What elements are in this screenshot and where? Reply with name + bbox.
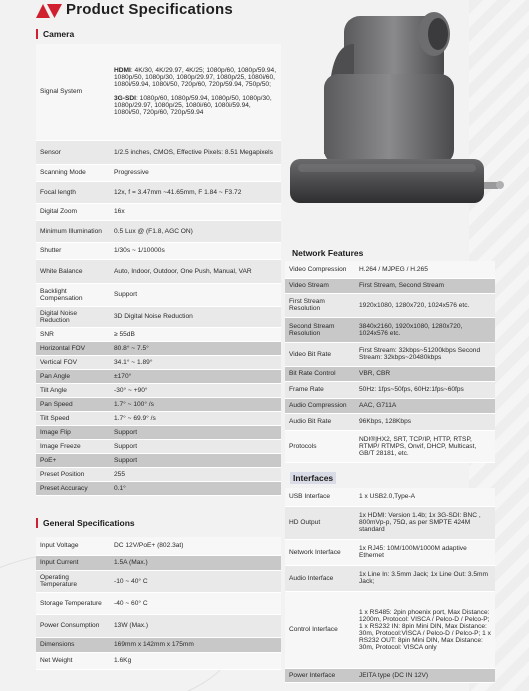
spec-value: ±170° bbox=[110, 369, 281, 383]
spec-value: 50Hz: 1fps~50fps, 60Hz:1fps~60fps bbox=[355, 381, 495, 398]
spec-key: First Stream Resolution bbox=[285, 293, 355, 317]
spec-value: VBR, CBR bbox=[355, 366, 495, 381]
table-row bbox=[36, 327, 281, 341]
spec-key: Focal length bbox=[36, 181, 110, 203]
table-row bbox=[36, 369, 281, 383]
spec-value: 0.1° bbox=[110, 481, 281, 495]
spec-key: Pan Speed bbox=[36, 397, 110, 411]
spec-key: Pan Angle bbox=[36, 369, 110, 383]
spec-value: 1920x1080, 1280x720, 1024x576 etc. bbox=[355, 293, 495, 317]
table-row bbox=[36, 592, 281, 614]
spec-value: 169mm x 142mm x 175mm bbox=[110, 637, 281, 652]
spec-value: 13W (Max.) bbox=[110, 614, 281, 637]
spec-key: Tilt Speed bbox=[36, 411, 110, 425]
spec-value: 1x HDMI: Version 1.4b; 1x 3G-SDI: BNC , 800mVp-p, 75Ω, as per SMPTE 424M standard bbox=[355, 506, 495, 539]
spec-key: SNR bbox=[36, 327, 110, 341]
spec-value: 34.1° ~ 1.89° bbox=[110, 355, 281, 369]
spec-value: 0.5 Lux @ (F1.8, AGC ON) bbox=[110, 220, 281, 242]
table-row bbox=[36, 164, 281, 181]
spec-key: White Balance bbox=[36, 259, 110, 283]
spec-value: Auto, Indoor, Outdoor, One Push, Manual, VAR bbox=[110, 259, 281, 283]
table-row bbox=[285, 317, 495, 342]
table-row bbox=[285, 278, 495, 293]
spec-value: 80.8° ~ 7.5° bbox=[110, 341, 281, 355]
spec-key: Input Current bbox=[36, 555, 110, 570]
spec-value: 3D Digital Noise Reduction bbox=[110, 306, 281, 327]
spec-key: Sensor bbox=[36, 140, 110, 164]
section-general-heading bbox=[36, 518, 135, 528]
spec-key: Audio Bit Rate bbox=[285, 413, 355, 430]
spec-value: 1.5A (Max.) bbox=[110, 555, 281, 570]
table-row bbox=[285, 668, 495, 682]
spec-value: Support bbox=[110, 439, 281, 453]
spec-key: Storage Temperature bbox=[36, 592, 110, 614]
spec-key: Power Consumption bbox=[36, 614, 110, 637]
section-network-heading: Network Features bbox=[292, 248, 364, 258]
table-row bbox=[36, 614, 281, 637]
spec-key: Preset Accuracy bbox=[36, 481, 110, 495]
spec-key: Frame Rate bbox=[285, 381, 355, 398]
table-row bbox=[36, 220, 281, 242]
spec-key: Digital Noise Reduction bbox=[36, 306, 110, 327]
table-row bbox=[285, 342, 495, 366]
page-title: Product Specifications bbox=[66, 1, 233, 18]
signal-hdmi-label: HDMI bbox=[114, 67, 131, 75]
table-row bbox=[36, 44, 281, 140]
spec-key: Video Stream bbox=[285, 278, 355, 293]
table-row bbox=[36, 140, 281, 164]
table-row bbox=[36, 383, 281, 397]
signal-sdi-label: 3G-SDI bbox=[114, 95, 136, 103]
spec-key: Signal System bbox=[36, 44, 110, 140]
spec-value: H.264 / MJPEG / H.265 bbox=[355, 261, 495, 278]
spec-value: 1 x USB2.0,Type-A bbox=[355, 488, 495, 506]
brand-logo-icon bbox=[36, 2, 62, 18]
network-spec-table bbox=[285, 261, 495, 463]
table-row bbox=[285, 488, 495, 506]
table-row bbox=[285, 539, 495, 565]
table-row bbox=[36, 411, 281, 425]
table-row bbox=[36, 652, 281, 669]
spec-value: 3840x2160, 1920x1080, 1280x720, 1024x576 etc. bbox=[355, 317, 495, 342]
spec-key: Video Bit Rate bbox=[285, 342, 355, 366]
spec-value: 1x RJ45: 10M/100M/1000M adaptive Ethernet bbox=[355, 539, 495, 565]
spec-value: -10 ~ 40° C bbox=[110, 570, 281, 592]
section-title: General Specifications bbox=[43, 518, 135, 528]
camera-spec-table bbox=[36, 44, 281, 496]
table-row bbox=[285, 261, 495, 278]
spec-key: Protocols bbox=[285, 430, 355, 462]
spec-key: Digital Zoom bbox=[36, 203, 110, 220]
spec-key: Network Interface bbox=[285, 539, 355, 565]
signal-hdmi-text: : 4K/30, 4K/29.97, 4K/25; 1080p/60, 1080p/59.94, 1080p/50, 1080p/30, 1080p/29.97, 1080p/25, 1080i/60, 1080i/59.94, 1080i/50, 720p/60, 720p/59.94, 750p/50; bbox=[114, 67, 277, 89]
section-interfaces-heading: Interfaces bbox=[290, 472, 336, 484]
spec-key: PoE+ bbox=[36, 453, 110, 467]
spec-key: Minimum Illumination bbox=[36, 220, 110, 242]
spec-key: Video Compression bbox=[285, 261, 355, 278]
table-row bbox=[36, 341, 281, 355]
spec-value: Progressive bbox=[110, 164, 281, 181]
spec-value: 1.7° ~ 100° /s bbox=[110, 397, 281, 411]
table-row bbox=[285, 293, 495, 317]
table-row bbox=[36, 555, 281, 570]
section-marker bbox=[36, 29, 38, 39]
interfaces-spec-table bbox=[285, 488, 495, 683]
table-row bbox=[36, 242, 281, 259]
section-title: Camera bbox=[43, 29, 75, 39]
spec-value bbox=[110, 44, 281, 140]
page-header bbox=[36, 1, 233, 18]
spec-key: Tilt Angle bbox=[36, 383, 110, 397]
spec-value: -30° ~ +90° bbox=[110, 383, 281, 397]
table-row bbox=[36, 467, 281, 481]
spec-key: HD Output bbox=[285, 506, 355, 539]
table-row bbox=[36, 259, 281, 283]
spec-key: Shutter bbox=[36, 242, 110, 259]
spec-value: 1x Line In: 3.5mm Jack; 1x Line Out: 3.5mm Jack; bbox=[355, 565, 495, 591]
table-row bbox=[285, 565, 495, 591]
spec-value: Support bbox=[110, 425, 281, 439]
spec-value: Support bbox=[110, 283, 281, 306]
table-row bbox=[285, 398, 495, 413]
table-row bbox=[36, 481, 281, 495]
spec-key: Operating Temperature bbox=[36, 570, 110, 592]
table-row bbox=[36, 425, 281, 439]
spec-value: 1/30s ~ 1/10000s bbox=[110, 242, 281, 259]
spec-value: -40 ~ 60° C bbox=[110, 592, 281, 614]
section-marker bbox=[36, 518, 38, 528]
spec-value: DC 12V/PoE+ (802.3at) bbox=[110, 537, 281, 555]
table-row bbox=[285, 591, 495, 668]
table-row bbox=[36, 355, 281, 369]
spec-key: Scanning Mode bbox=[36, 164, 110, 181]
ptz-camera-image bbox=[284, 4, 516, 240]
spec-key: Audio Compression bbox=[285, 398, 355, 413]
table-row bbox=[285, 366, 495, 381]
spec-value: AAC, G711A bbox=[355, 398, 495, 413]
table-row bbox=[36, 537, 281, 555]
table-row bbox=[36, 203, 281, 220]
signal-sdi-text: : 1080p/60, 1080p/59.94, 1080p/50, 1080p/30, 1080p/29.97, 1080p/25, 1080i/60, 1080i/59.94, 1080i/50, 720p/60, 720p/59.94 bbox=[114, 95, 272, 117]
spec-value: 12x, f = 3.47mm ~41.65mm, F 1.84 ~ F3.72 bbox=[110, 181, 281, 203]
spec-key: Horizontal FOV bbox=[36, 341, 110, 355]
general-spec-table bbox=[36, 537, 281, 670]
spec-key: Backlight Compensation bbox=[36, 283, 110, 306]
section-camera-heading bbox=[36, 29, 74, 39]
spec-value: First Stream: 32kbps~51200kbps Second Stream: 32kbps~20480kbps bbox=[355, 342, 495, 366]
spec-value: 1.6Kg bbox=[110, 652, 281, 669]
spec-value: First Stream, Second Stream bbox=[355, 278, 495, 293]
spec-key: Preset Position bbox=[36, 467, 110, 481]
spec-key: Net Weight bbox=[36, 652, 110, 669]
spec-value: Support bbox=[110, 453, 281, 467]
spec-key: Input Voltage bbox=[36, 537, 110, 555]
spec-key: Power Interface bbox=[285, 668, 355, 682]
table-row bbox=[285, 381, 495, 398]
spec-key: Image Flip bbox=[36, 425, 110, 439]
table-row bbox=[36, 283, 281, 306]
spec-value: 96Kbps, 128Kbps bbox=[355, 413, 495, 430]
spec-value: ≥ 55dB bbox=[110, 327, 281, 341]
table-row bbox=[36, 397, 281, 411]
table-row bbox=[285, 506, 495, 539]
spec-key: Bit Rate Control bbox=[285, 366, 355, 381]
spec-key: Image Freeze bbox=[36, 439, 110, 453]
spec-value: 255 bbox=[110, 467, 281, 481]
table-row bbox=[36, 637, 281, 652]
spec-value: 16x bbox=[110, 203, 281, 220]
spec-key: Vertical FOV bbox=[36, 355, 110, 369]
spec-value: 1 x RS485: 2pin phoenix port, Max Distance: 1200m, Protocol: VISCA / Pelco-D / Pelco-P; 1 x RS232 IN: 8pin Mini DIN, Max Distance: 30m, Protocol:VISCA / Pelco-D / Pelco-P; 1 x RS232 OUT: 8pin Mini DIN, Max Distance: 30m, Protocol: VISCA only bbox=[355, 591, 495, 668]
spec-value: 1.7° ~ 69.9° /s bbox=[110, 411, 281, 425]
table-row bbox=[36, 306, 281, 327]
table-row bbox=[36, 570, 281, 592]
spec-key: Audio Interface bbox=[285, 565, 355, 591]
spec-key: Control Interface bbox=[285, 591, 355, 668]
spec-value: JEITA type (DC IN 12V) bbox=[355, 668, 495, 682]
spec-key: USB Interface bbox=[285, 488, 355, 506]
spec-key: Dimensions bbox=[36, 637, 110, 652]
table-row bbox=[36, 181, 281, 203]
spec-value: NDI®|HX2, SRT, TCP/IP, HTTP, RTSP, RTMP/ RTMPS, Onvif, DHCP, Multicast, GB/T 28181, etc. bbox=[355, 430, 495, 462]
table-row bbox=[285, 430, 495, 462]
table-row bbox=[285, 413, 495, 430]
spec-key: Second Stream Resolution bbox=[285, 317, 355, 342]
table-row bbox=[36, 453, 281, 467]
spec-value: 1/2.5 inches, CMOS, Effective Pixels: 8.51 Megapixels bbox=[110, 140, 281, 164]
table-row bbox=[36, 439, 281, 453]
